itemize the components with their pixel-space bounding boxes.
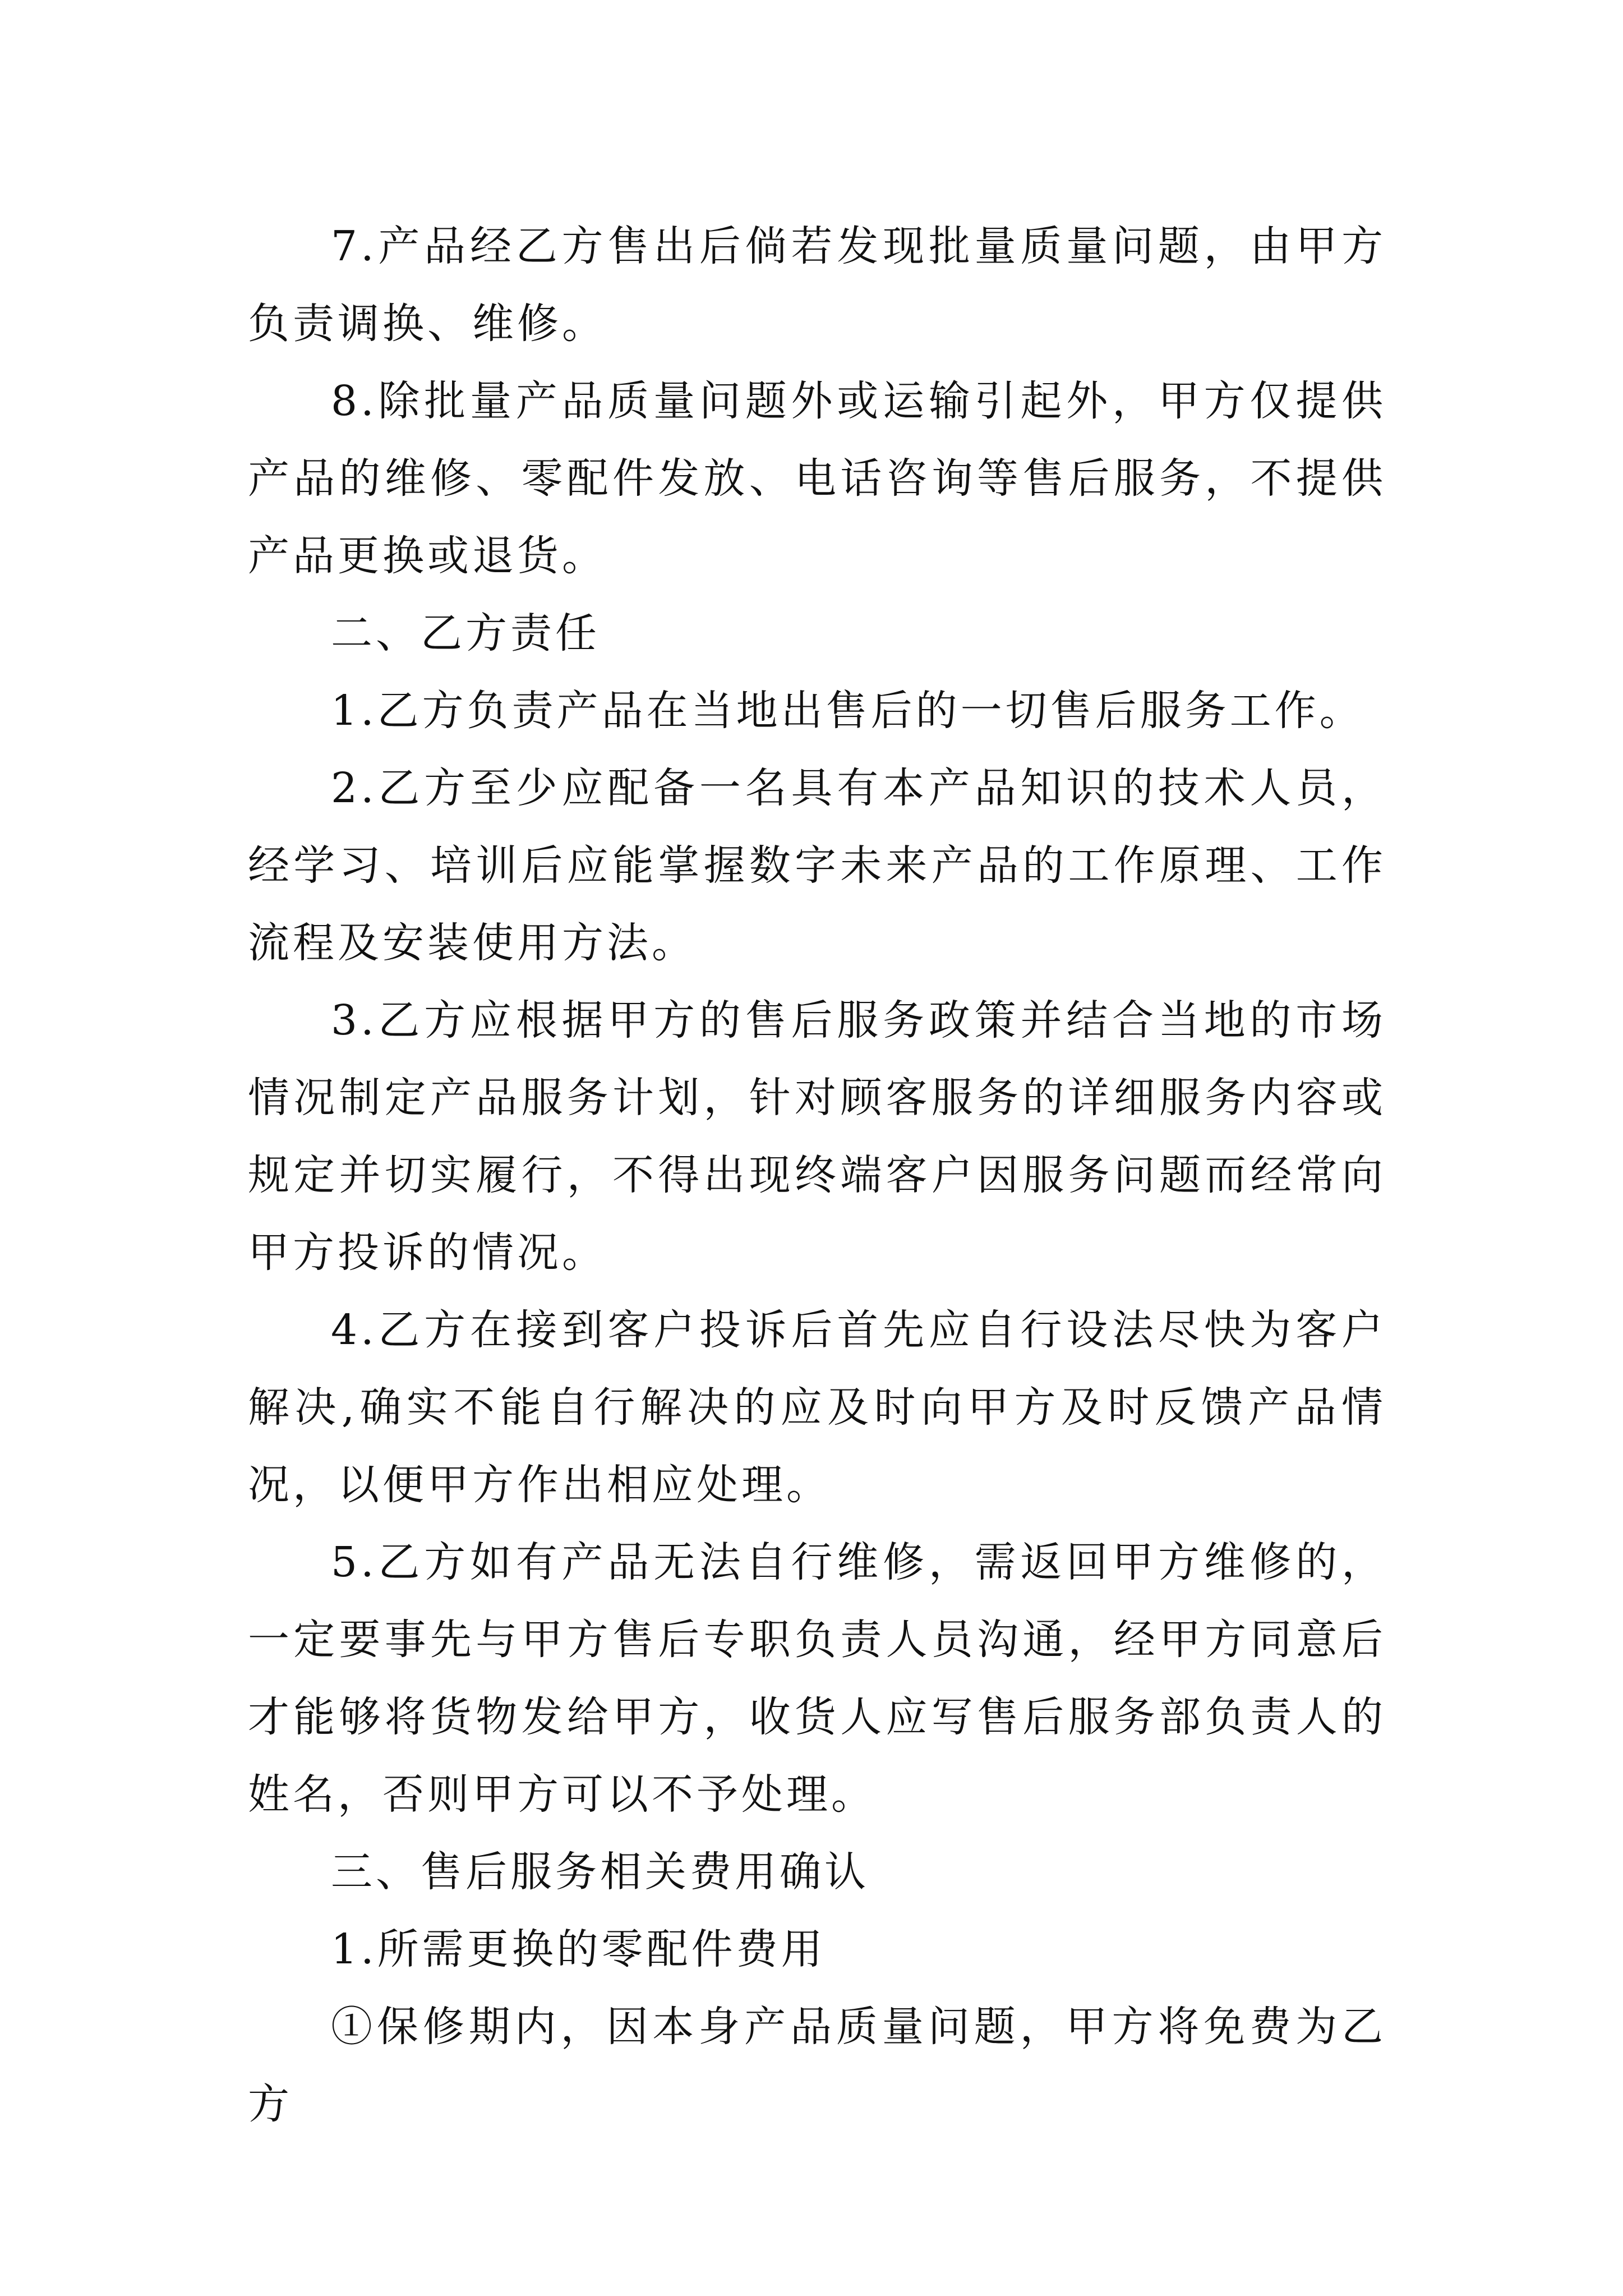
paragraph-fees-1: 1.所需更换的零配件费用 — [331, 1925, 826, 1973]
paragraph-b-2: 2.乙方至少应配备一名具有本产品知识的技术人员，经学习、培训后应能掌握数字未来产品的工作原理、工作流程及安装使用方法。 — [248, 764, 1386, 967]
paragraph-b-5: 5.乙方如有产品无法自行维修，需返回甲方维修的，一定要事先与甲方售后专职负责人员沟通，经甲方同意后才能够将货物发给甲方，收货人应写售后服务部负责人的姓名，否则甲方可以不予处理。 — [248, 1538, 1386, 1819]
section-heading-fees: 三、售后服务相关费用确认 — [331, 1848, 869, 1896]
document-body — [248, 208, 1386, 2143]
paragraph-8-service-scope: 8.除批量产品质量问题外或运输引起外，甲方仅提供产品的维修、零配件发放、电话咨询等售后服务，不提供产品更换或退货。 — [248, 377, 1386, 580]
section-heading-party-b: 二、乙方责任 — [331, 609, 600, 657]
paragraph-b-4: 4.乙方在接到客户投诉后首先应自行设法尽快为客户解决,确实不能自行解决的应及时向甲方及时反馈产品情况，以便甲方作出相应处理。 — [248, 1306, 1386, 1509]
paragraph-fees-1-item-1: ①保修期内，因本身产品质量问题，甲方将免费为乙方 — [248, 2003, 1386, 2128]
paragraph-b-1: 1.乙方负责产品在当地出售后的一切售后服务工作。 — [331, 687, 1364, 735]
paragraph-7-batch-quality: 7.产品经乙方售出后倘若发现批量质量问题，由甲方负责调换、维修。 — [248, 222, 1386, 348]
paragraph-b-3: 3.乙方应根据甲方的售后服务政策并结合当地的市场情况制定产品服务计划，针对顾客服务的详细服务内容或规定并切实履行，不得出现终端客户因服务问题而经常向甲方投诉的情况。 — [248, 996, 1386, 1277]
